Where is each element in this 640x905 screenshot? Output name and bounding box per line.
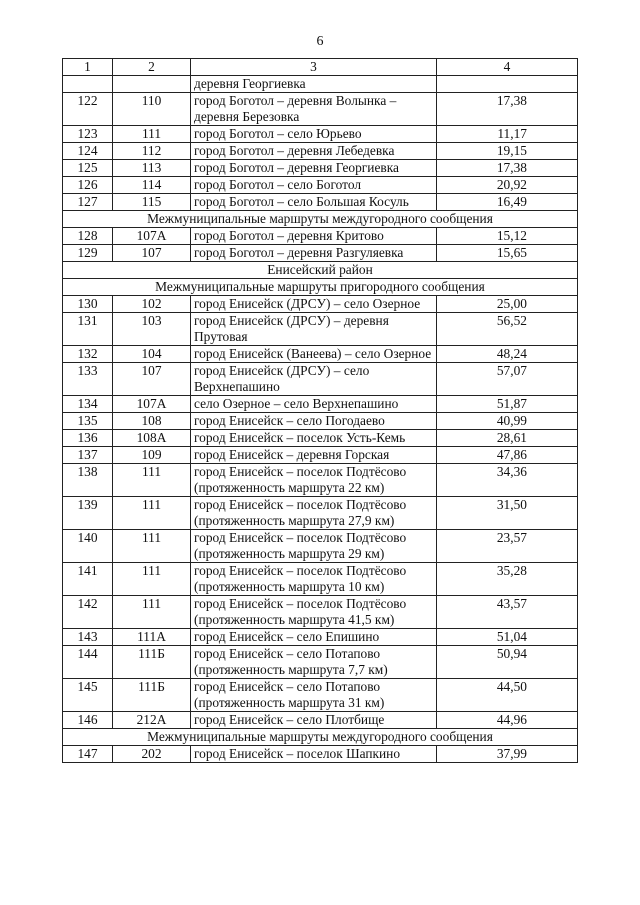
route-code-cell: 202 <box>113 746 191 763</box>
route-name-cell: село Озерное – село Верхнепашино <box>191 396 437 413</box>
route-name-cell: город Енисейск – село Потапово (протяженность маршрута 7,7 км) <box>191 646 437 679</box>
table-row <box>63 563 578 596</box>
route-value-cell: 17,38 <box>437 160 578 177</box>
route-value-cell: 44,50 <box>437 679 578 712</box>
route-number-cell: 136 <box>63 430 113 447</box>
route-name-cell: город Енисейск (ДРСУ) – село Озерное <box>191 296 437 313</box>
route-name-cell: деревня Георгиевка <box>191 76 437 93</box>
route-code-cell: 111 <box>113 563 191 596</box>
route-value-cell: 15,65 <box>437 245 578 262</box>
route-name-cell: город Енисейск – поселок Шапкино <box>191 746 437 763</box>
header-col-1: 1 <box>63 59 113 76</box>
route-number-cell: 135 <box>63 413 113 430</box>
route-name-cell: город Боготол – село Юрьево <box>191 126 437 143</box>
route-code-cell: 111 <box>113 596 191 629</box>
route-value-cell: 35,28 <box>437 563 578 596</box>
route-number-cell: 142 <box>63 596 113 629</box>
route-value-cell: 19,15 <box>437 143 578 160</box>
route-number-cell: 145 <box>63 679 113 712</box>
route-name-cell: город Енисейск – село Епишино <box>191 629 437 646</box>
route-value-cell: 15,12 <box>437 228 578 245</box>
route-name-cell: город Боготол – деревня Лебедевка <box>191 143 437 160</box>
route-number-cell: 139 <box>63 497 113 530</box>
route-name-cell: город Боготол – село Боготол <box>191 177 437 194</box>
route-number-cell: 143 <box>63 629 113 646</box>
route-code-cell: 107 <box>113 245 191 262</box>
table-row <box>63 296 578 313</box>
table-row <box>63 177 578 194</box>
table-row <box>63 396 578 413</box>
route-number-cell: 128 <box>63 228 113 245</box>
header-col-4: 4 <box>437 59 578 76</box>
route-name-cell: город Боготол – деревня Критово <box>191 228 437 245</box>
section-header-row <box>63 729 578 746</box>
table-row <box>63 646 578 679</box>
table-row <box>63 346 578 363</box>
route-code-cell: 111 <box>113 126 191 143</box>
route-value-cell: 25,00 <box>437 296 578 313</box>
table-row <box>63 464 578 497</box>
route-name-cell: город Енисейск – поселок Подтёсово (протяженность маршрута 27,9 км) <box>191 497 437 530</box>
route-name-cell: город Енисейск – село Погодаево <box>191 413 437 430</box>
route-code-cell: 107А <box>113 396 191 413</box>
route-number-cell: 146 <box>63 712 113 729</box>
route-value-cell: 40,99 <box>437 413 578 430</box>
route-code-cell: 103 <box>113 313 191 346</box>
table-row <box>63 228 578 245</box>
route-value-cell: 28,61 <box>437 430 578 447</box>
route-code-cell: 111Б <box>113 646 191 679</box>
route-name-cell: город Енисейск – поселок Подтёсово (протяженность маршрута 41,5 км) <box>191 596 437 629</box>
route-value-cell: 48,24 <box>437 346 578 363</box>
route-value-cell: 43,57 <box>437 596 578 629</box>
route-value-cell: 51,04 <box>437 629 578 646</box>
route-number-cell: 133 <box>63 363 113 396</box>
route-code-cell: 114 <box>113 177 191 194</box>
route-code-cell: 109 <box>113 447 191 464</box>
route-code-cell: 115 <box>113 194 191 211</box>
route-number-cell: 134 <box>63 396 113 413</box>
route-number-cell: 140 <box>63 530 113 563</box>
table-row <box>63 629 578 646</box>
route-code-cell: 111 <box>113 497 191 530</box>
table-row <box>63 245 578 262</box>
section-header-row <box>63 211 578 228</box>
table-row <box>63 143 578 160</box>
section-title: Межмуниципальные маршруты междугородного сообщения <box>63 729 578 746</box>
route-number-cell: 125 <box>63 160 113 177</box>
route-name-cell: город Енисейск – поселок Подтёсово (протяженность маршрута 10 км) <box>191 563 437 596</box>
route-code-cell: 111 <box>113 464 191 497</box>
route-value-cell: 11,17 <box>437 126 578 143</box>
table-row <box>63 126 578 143</box>
table-row <box>63 746 578 763</box>
route-code-cell: 111А <box>113 629 191 646</box>
section-header-row <box>63 279 578 296</box>
route-number-cell: 147 <box>63 746 113 763</box>
route-number-cell: 126 <box>63 177 113 194</box>
route-code-cell <box>113 76 191 93</box>
route-number-cell: 141 <box>63 563 113 596</box>
route-number-cell: 138 <box>63 464 113 497</box>
route-code-cell: 108А <box>113 430 191 447</box>
route-value-cell: 23,57 <box>437 530 578 563</box>
route-value-cell: 56,52 <box>437 313 578 346</box>
table-row <box>63 447 578 464</box>
route-name-cell: город Енисейск – деревня Горская <box>191 447 437 464</box>
route-name-cell: город Енисейск (Ванеева) – село Озерное <box>191 346 437 363</box>
route-name-cell: город Боготол – деревня Разгуляевка <box>191 245 437 262</box>
route-number-cell: 124 <box>63 143 113 160</box>
table-row <box>63 497 578 530</box>
table-row <box>63 363 578 396</box>
section-title: Енисейский район <box>63 262 578 279</box>
route-code-cell: 104 <box>113 346 191 363</box>
route-value-cell: 37,99 <box>437 746 578 763</box>
route-value-cell: 16,49 <box>437 194 578 211</box>
route-code-cell: 212А <box>113 712 191 729</box>
route-name-cell: город Енисейск – поселок Подтёсово (протяженность маршрута 22 км) <box>191 464 437 497</box>
route-name-cell: город Боготол – деревня Волынка – деревня Березовка <box>191 93 437 126</box>
route-code-cell: 108 <box>113 413 191 430</box>
page-number: 6 <box>316 34 324 49</box>
route-value-cell: 57,07 <box>437 363 578 396</box>
route-name-cell: город Боготол – деревня Георгиевка <box>191 160 437 177</box>
route-value-cell: 17,38 <box>437 93 578 126</box>
route-number-cell: 137 <box>63 447 113 464</box>
table-row <box>63 712 578 729</box>
route-code-cell: 113 <box>113 160 191 177</box>
route-number-cell: 132 <box>63 346 113 363</box>
route-code-cell: 107А <box>113 228 191 245</box>
route-number-cell: 144 <box>63 646 113 679</box>
route-number-cell: 131 <box>63 313 113 346</box>
section-title: Межмуниципальные маршруты пригородного сообщения <box>63 279 578 296</box>
route-number-cell: 123 <box>63 126 113 143</box>
route-number-cell: 122 <box>63 93 113 126</box>
route-code-cell: 112 <box>113 143 191 160</box>
route-code-cell: 111 <box>113 530 191 563</box>
routes-table <box>62 58 578 763</box>
route-value-cell: 51,87 <box>437 396 578 413</box>
route-code-cell: 110 <box>113 93 191 126</box>
route-name-cell: город Енисейск (ДРСУ) – село Верхнепашино <box>191 363 437 396</box>
route-name-cell: город Енисейск – поселок Подтёсово (протяженность маршрута 29 км) <box>191 530 437 563</box>
route-name-cell: город Енисейск – поселок Усть-Кемь <box>191 430 437 447</box>
route-number-cell: 127 <box>63 194 113 211</box>
header-col-3: 3 <box>191 59 437 76</box>
route-number-cell: 129 <box>63 245 113 262</box>
section-title: Межмуниципальные маршруты междугородного сообщения <box>63 211 578 228</box>
route-code-cell: 107 <box>113 363 191 396</box>
route-value-cell <box>437 76 578 93</box>
route-value-cell: 44,96 <box>437 712 578 729</box>
table-row <box>63 413 578 430</box>
table-row <box>63 430 578 447</box>
route-value-cell: 31,50 <box>437 497 578 530</box>
route-name-cell: город Енисейск – село Потапово (протяженность маршрута 31 км) <box>191 679 437 712</box>
route-value-cell: 50,94 <box>437 646 578 679</box>
table-row <box>63 76 578 93</box>
route-name-cell: город Енисейск (ДРСУ) – деревня Прутовая <box>191 313 437 346</box>
header-col-2: 2 <box>113 59 191 76</box>
route-name-cell: город Боготол – село Большая Косуль <box>191 194 437 211</box>
table-header-row <box>63 59 578 76</box>
section-header-row <box>63 262 578 279</box>
table-row <box>63 194 578 211</box>
route-value-cell: 47,86 <box>437 447 578 464</box>
route-code-cell: 111Б <box>113 679 191 712</box>
route-code-cell: 102 <box>113 296 191 313</box>
route-value-cell: 20,92 <box>437 177 578 194</box>
table-row <box>63 596 578 629</box>
route-value-cell: 34,36 <box>437 464 578 497</box>
table-row <box>63 93 578 126</box>
table-row <box>63 679 578 712</box>
route-name-cell: город Енисейск – село Плотбище <box>191 712 437 729</box>
table-row <box>63 530 578 563</box>
route-number-cell: 130 <box>63 296 113 313</box>
route-number-cell <box>63 76 113 93</box>
table-row <box>63 160 578 177</box>
table-row <box>63 313 578 346</box>
